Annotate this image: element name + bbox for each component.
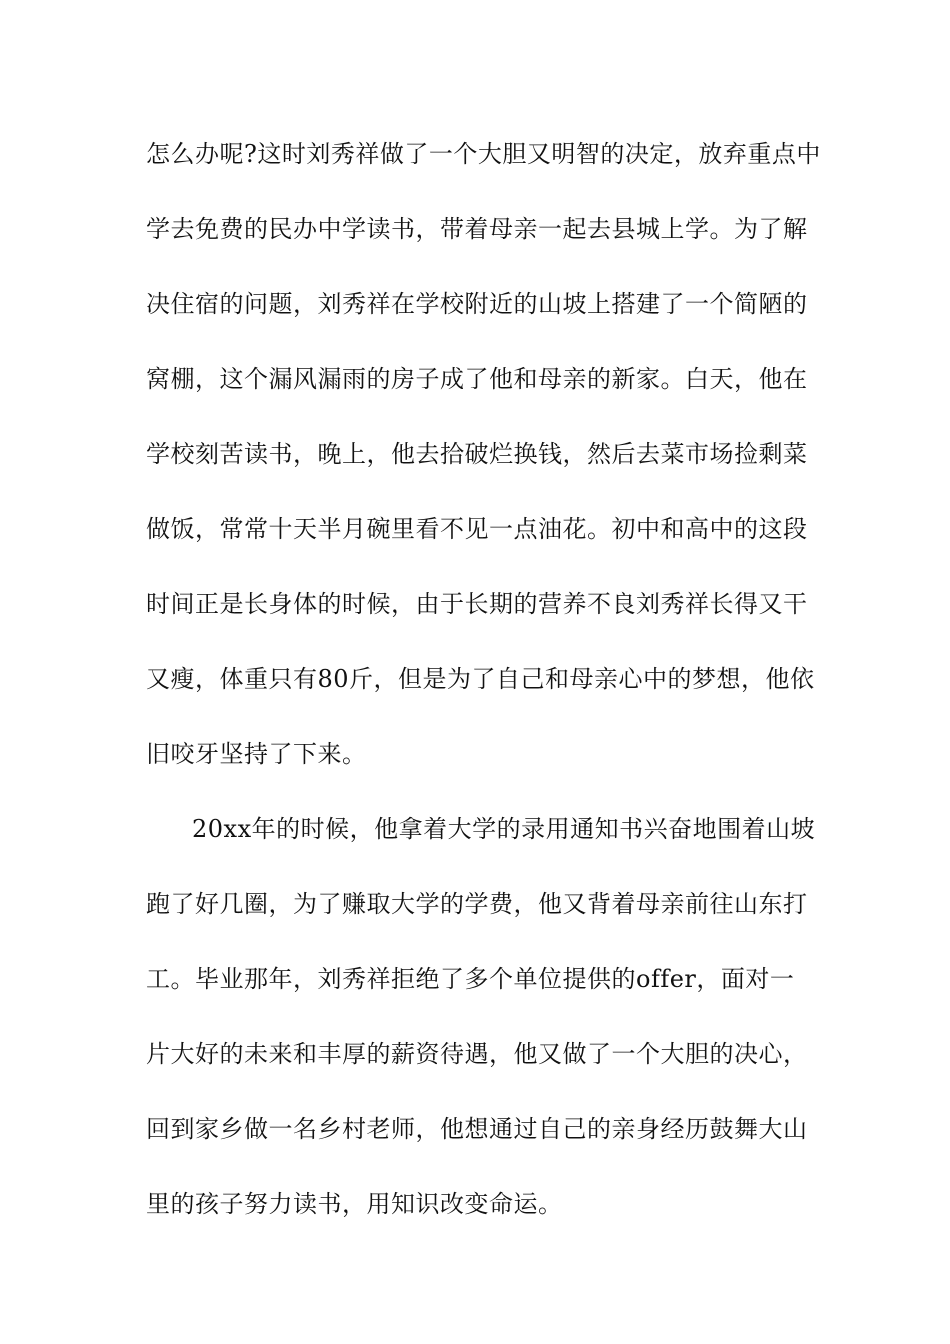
text-line: 20xx年的时候，他拿着大学的录用通知书兴奋地围着山坡 xyxy=(192,815,816,843)
text-line: 回到家乡做一名乡村老师，他想通过自己的亲身经历鼓舞大山 xyxy=(146,1115,808,1143)
text-line: 怎么办呢?这时刘秀祥做了一个大胆又明智的决定，放弃重点中 xyxy=(146,140,821,168)
text-line: 跑了好几圈，为了赚取大学的学费，他又背着母亲前往山东打 xyxy=(146,890,808,918)
text-line: 时间正是长身体的时候，由于长期的营养不良刘秀祥长得又干 xyxy=(146,590,808,618)
text-line: 决住宿的问题，刘秀祥在学校附近的山坡上搭建了一个简陋的 xyxy=(146,290,808,318)
text-line: 旧咬牙坚持了下来。 xyxy=(146,740,367,768)
text-line: 做饭，常常十天半月碗里看不见一点油花。初中和高中的这段 xyxy=(146,515,808,543)
text-line: 学去免费的民办中学读书，带着母亲一起去县城上学。为了解 xyxy=(146,215,808,243)
text-line: 里的孩子努力读书，用知识改变命运。 xyxy=(146,1190,563,1218)
text-line: 又瘦，体重只有80斤，但是为了自己和母亲心中的梦想，他依 xyxy=(146,665,815,693)
text-line: 片大好的未来和丰厚的薪资待遇，他又做了一个大胆的决心， xyxy=(146,1040,808,1068)
text-line: 工。毕业那年，刘秀祥拒绝了多个单位提供的offer，面对一 xyxy=(146,965,795,993)
text-line: 学校刻苦读书，晚上，他去拾破烂换钱，然后去菜市场捡剩菜 xyxy=(146,440,808,468)
text-line: 窝棚，这个漏风漏雨的房子成了他和母亲的新家。白天，他在 xyxy=(146,365,808,393)
